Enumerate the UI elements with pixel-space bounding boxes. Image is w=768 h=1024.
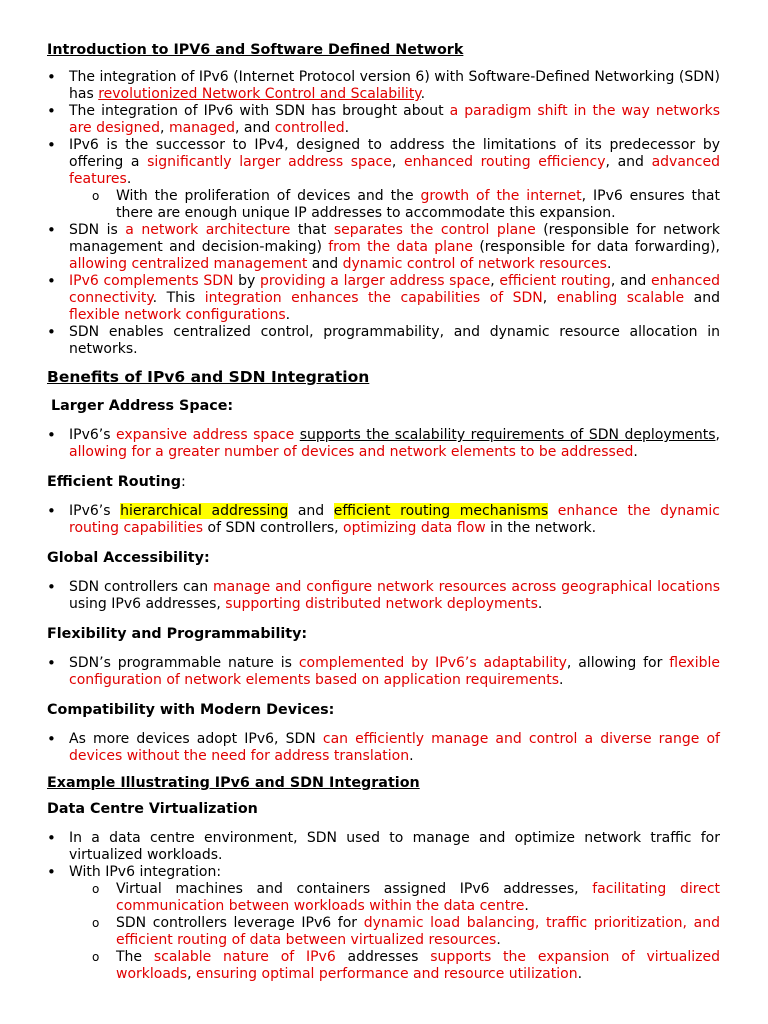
subheading-efficient-routing: Efficient Routing: <box>47 474 186 490</box>
benefit-list <box>47 427 720 461</box>
list-item: • SDN controllers can manage and configure network resources across geographical locations using IPv6 addresses, supporting distributed network deployments. <box>47 579 720 613</box>
subheading-data-centre: Data Centre Virtualization <box>47 801 258 817</box>
list-item: • SDN is a network architecture that separates the control plane (responsible for network management and decision-making) from the data plane (responsible for data forwarding), allowing centralized management and dynamic control of network resources. <box>47 222 720 273</box>
benefit-list <box>47 503 720 537</box>
list-item: • IPv6 is the successor to IPv4, designed to address the limitations of its predecessor by offering a significantly larger address space, enhanced routing efficiency, and advanced features. o With the proliferation of devices and the growth of the internet, IPv6 ensures that there are enough unique IP addresses to accommodate this expansion. <box>47 137 720 222</box>
subheading-global-accessibility: Global Accessibility: <box>47 550 210 566</box>
list-item: • IPv6 complements SDN by providing a larger address space, efficient routing, and enhanced connectivity. This integration enhances the capabilities of SDN, enabling scalable and flexible network configurations. <box>47 273 720 324</box>
benefit-list <box>47 731 720 765</box>
list-item: • The integration of IPv6 with SDN has brought about a paradigm shift in the way networks are designed, managed, and controlled. <box>47 103 720 137</box>
intro-heading: Introduction to IPV6 and Software Defined Network <box>47 42 464 58</box>
list-item: • IPv6’s hierarchical addressing and efficient routing mechanisms enhance the dynamic routing capabilities of SDN controllers, optimizing data flow in the network. <box>47 503 720 537</box>
sub-list-item: o The scalable nature of IPv6 addresses supports the expansion of virtualized workloads, ensuring optimal performance and resource utilization. <box>47 949 720 983</box>
document-body <box>47 42 720 983</box>
list-item: • As more devices adopt IPv6, SDN can efficiently manage and control a diverse range of devices without the need for address translation. <box>47 731 720 765</box>
example-list <box>47 830 720 983</box>
benefit-list <box>47 655 720 689</box>
sub-list-item: o With the proliferation of devices and the growth of the internet, IPv6 ensures that there are enough unique IP addresses to accommodate this expansion. <box>47 188 720 222</box>
list-item: • With IPv6 integration: o Virtual machines and containers assigned IPv6 addresses, facilitating direct communication between workloads within the data centre. o SDN controllers leverage IPv6 for dynamic load balancing, traffic prioritization, and efficient routing of data between virtualized resources. o The scalable nature of IPv6 addresses supports the expansion of virtualized workloads, ensuring optimal performance and resource utilization. <box>47 864 720 983</box>
subheading-larger-address-space: Larger Address Space: <box>51 398 234 414</box>
list-item: • SDN enables centralized control, programmability, and dynamic resource allocation in networks. <box>47 324 720 358</box>
sub-list <box>47 188 720 222</box>
benefit-list <box>47 579 720 613</box>
subheading-flexibility: Flexibility and Programmability: <box>47 626 308 642</box>
example-heading: Example Illustrating IPv6 and SDN Integration <box>47 775 420 791</box>
sub-list-item: o SDN controllers leverage IPv6 for dynamic load balancing, traffic prioritization, and efficient routing of data between virtualized resources. <box>47 915 720 949</box>
list-item: • In a data centre environment, SDN used to manage and optimize network traffic for virtualized workloads. <box>47 830 720 864</box>
intro-list <box>47 69 720 358</box>
list-item: • IPv6’s expansive address space supports the scalability requirements of SDN deployments, allowing for a greater number of devices and network elements to be addressed. <box>47 427 720 461</box>
list-item: • The integration of IPv6 (Internet Protocol version 6) with Software-Defined Networking (SDN) has revolutionized Network Control and Scalability. <box>47 69 720 103</box>
sub-list <box>47 881 720 983</box>
list-item: • SDN’s programmable nature is complemented by IPv6’s adaptability, allowing for flexible configuration of network elements based on application requirements. <box>47 655 720 689</box>
subheading-compatibility: Compatibility with Modern Devices: <box>47 702 335 718</box>
benefits-heading: Benefits of IPv6 and SDN Integration <box>47 368 370 386</box>
sub-list-item: o Virtual machines and containers assigned IPv6 addresses, facilitating direct communication between workloads within the data centre. <box>47 881 720 915</box>
